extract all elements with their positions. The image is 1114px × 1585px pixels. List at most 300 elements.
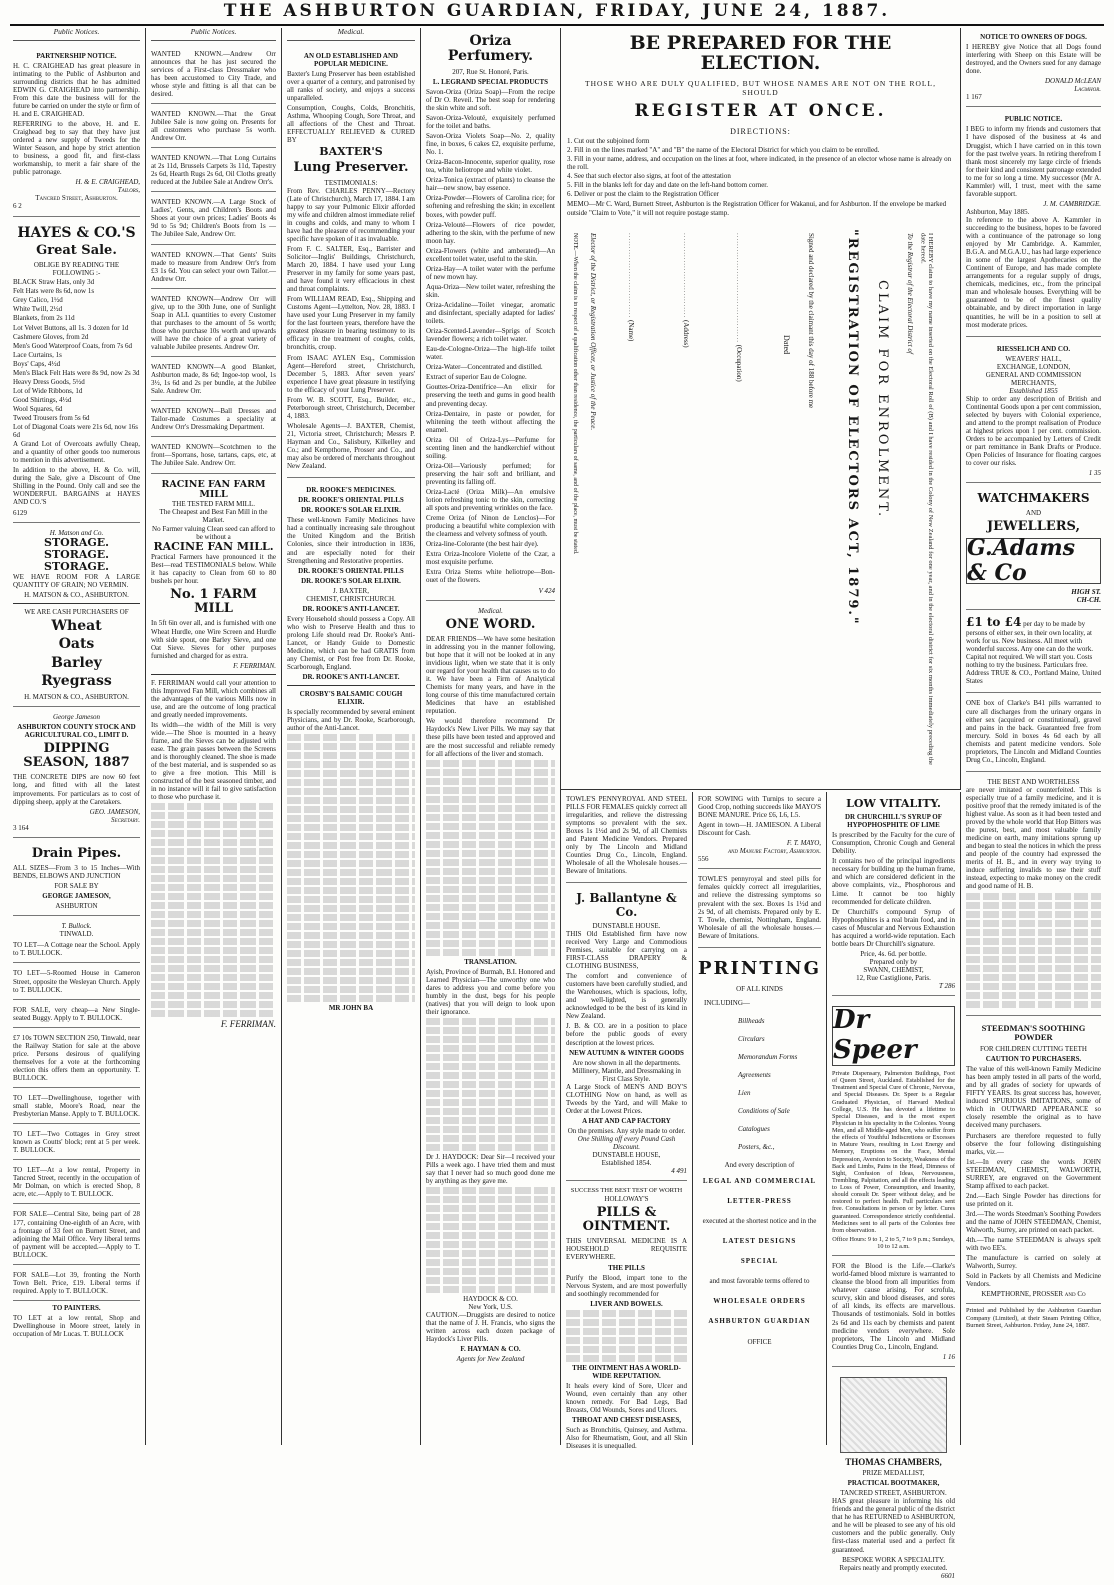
- ad-signature: H. MATSON & CO., ASHBURTON.: [24, 590, 129, 599]
- ad-title: PUBLIC NOTICE.: [1004, 115, 1063, 124]
- ad-title: STORAGE.: [44, 559, 109, 573]
- sale-item: BLACK Straw Hats, only 3d: [13, 278, 95, 287]
- oriza-product: Oriza-Tonica (extract of plants) to cleanse the hair—new snow, bay essence.: [426, 176, 555, 193]
- ad-subtitle: Great Sale.: [36, 242, 117, 258]
- ad-subtitle: ASHBURTON GUARDIAN: [708, 1317, 811, 1326]
- ad-caution: CAUTION.—Druggists are desired to notice that the name of J. H. Francis, who signs the written across each dozen package of Haydock's Liver Pills.: [426, 1311, 555, 1344]
- ad-body: ONE box of Clarke's B41 pills warranted to cure all discharges from the urinary organs in either sex (acquired or constitutional), gravel and pains in the back. Guaranteed free from mercury. Sold in boxes 4s 6d each by all chemists and patent medicine vendors. Sole proprietors, The Lincoln and Midland Counties Drug Co., Lincoln, England.: [966, 699, 1101, 764]
- orr-notice: WANTED KNOWN—A good Blanket, Ashburton made, 8s 6d; Ingoe-top wool, 1s 3½, 1s 6d and 2s per bundle, at the Jubilee Sale. Andrew Orr.: [151, 360, 276, 401]
- ad-body: A Large Stock of MEN'S AND BOY'S CLOTHING Now on hand, as well as Tweeds by the Yard, and will Make to Order at the Lowest Prices.: [566, 1082, 687, 1115]
- ad-body: Purify the Blood, impart tone to the Nervous System, and are most powerfully and soothingly recommended for: [566, 1273, 687, 1298]
- ad-subtitle: LIVER AND BOWELS.: [590, 1299, 663, 1308]
- masthead-day: FRIDAY,: [595, 1, 694, 21]
- ad-body: Its width—the width of the Mill is very wide.—The Shoe is mounted in a heavy frame, and the Sieves can be adjusted with ease. The grain passes between the Screens and is thoroughly cleaned. The shoe is made of the best material, and is suspended so as to give a free motion. This Mill is constructed of the best seasoned timber, and in no instance will it fail to give satisfaction to those who purchase it.: [151, 721, 276, 802]
- ad-body: are never imitated or counterfeited. This is especially true of a family medicine, and it is positive proof that the remedy imitated is of the highest value. As soon as it had been tested and proved by the whole world that Hop Bitters was the purest, best, and most valuable family medicine on earth, many imitations sprung up and began to steal the notices in which the press and people of the country had expressed the merits of H. B., and in every way trying to induce suffering invalids to use their stuff instead, expecting to make money on the credit and good name of H. B.: [966, 785, 1101, 891]
- ad-title: STEEDMAN'S SOOTHING POWDER: [981, 1022, 1086, 1043]
- ad-lead: SUCCESS THE BEST TEST OF WORTH: [570, 1187, 683, 1195]
- ad-address: New York, U.S.: [468, 1303, 513, 1312]
- ad-lead: HOLLOWAY'S: [604, 1194, 649, 1203]
- form-address-field[interactable]: ............................... (Address): [682, 232, 691, 348]
- ad-reference: V 424: [538, 586, 555, 595]
- ad-place: TINWALD.: [59, 930, 94, 939]
- ad-body: FOR the Blood is the Life.—Clarke's world-famed blood mixture is warranted to cleanse the blood from all impurities from whatever cause arising. For scrofula, scurvy, skin and blood diseases, and sores of all kinds, its effects are marvellous. Thousands of testimonials. Sold in bottles 2s 6d and 11s each by chemists and patent medicine vendors everywhere. Sole proprietors, The Lincoln and Midland Counties Drug Co., Lincoln, England.: [832, 1262, 955, 1351]
- ad-title: LOW VITALITY.: [846, 797, 941, 810]
- ad-subtitle: THE OINTMENT HAS A WORLD-WIDE REPUTATION.: [572, 1363, 681, 1380]
- ad-title: ASHBURTON COUNTY STOCK AND AGRICULTURAL CO., LIMIT D.: [17, 722, 136, 739]
- ad-lead: Established 1855: [1009, 386, 1058, 395]
- oriza-product: Oriza-Bacon-Innocente, superior quality, rose tea, white heliotrope and white violet.: [426, 158, 555, 175]
- ad-lead: The Cheapest and Best Fan Mill in the Market.: [159, 508, 268, 525]
- ad-subtitle: FOR CHILDREN CUTTING TEETH: [979, 1045, 1087, 1054]
- testimonial: From Rev. CHARLES PENNY—Rectory (Late of Christchurch), March 17, 1884. I am happy to say your Pulmonic Elixir afforded my wife and children almost immediate relief in coughs and colds, and many to whom I have had the pleasure of recommending your specific have spoken of it as invaluable.: [287, 186, 415, 243]
- ad-lead: OBLIGE BY READING THE FOLLOWING :-: [33, 261, 120, 278]
- ad-subtitle: DR CHURCHILL'S SYRUP OF HYPOPHOSPHITE OF LIME: [844, 813, 943, 830]
- ad-title: No. 1 FARM MILL: [170, 586, 257, 617]
- ad-title: STORAGE. STORAGE.: [44, 535, 109, 561]
- ad-signature: GEORGE JAMESON,: [42, 892, 111, 901]
- ad-body: TOWLE'S pennyroyal and steel pills for females quickly correct all irregularities, and relieve the distressing symptoms so prevalent with the sex. Boxes 1s 1½d and 2s 9d, of all chemists. Prepared only by E. T. Towle, chemist, Nottingham, England. Wholesale of all the wholesale houses.—Beware of Imitations.: [698, 875, 821, 940]
- illegible-text-block: [426, 760, 555, 956]
- drain-pipes-ad: [13, 841, 140, 917]
- ad-body: A Grand Lot of Overcoats awfully Cheap, and a quantity of other goods too numerous to mention in this advertisement.: [13, 440, 140, 465]
- enrolment-form: [567, 225, 954, 785]
- hop-bitters-ad: [966, 775, 1101, 1016]
- sale-item: Men's Black Felt Hats were 8s 9d, now 2s 3d: [13, 368, 140, 377]
- ad-lead: FOR SALE BY: [54, 882, 99, 891]
- clarke-pills-ad: [966, 696, 1101, 771]
- section-header: Public Notices.: [13, 28, 140, 41]
- orr-notice: WANTED KNOWN—Andrew Orr will give, up to the 30th June, one of Sunlight Soap in ALL quantities to every Customer that purchases to the amount of 5s worth; those who purchase 10s worth and upwards will have the choice of a great variety of valuable Jubilee presents. Andrew Orr.: [151, 292, 276, 357]
- ad-body: Baxter's Lung Preserver has been established over a quarter of a century, and patronised by all ranks of society, and enjoys a success unparalleled.: [287, 69, 415, 102]
- ad-address: Tancred Street, Ashburton.: [35, 194, 118, 203]
- ad-signature: MR JOHN BA: [328, 1004, 374, 1013]
- ad-body: DEAR FRIENDS—We have some hesitation in addressing you in the manner following, but hope that it will not be looked at in any invidious light, when we state that it is only our regard for your health that causes us to do it. We have been a Firm of Analytical Chemists for many years, and have in the long course of this time manufactured certain Medicines that have an established reputation.: [426, 634, 555, 716]
- oriza-product: Extra Oriza Stems white heliotrope—Bon-ouet of the flowers.: [426, 568, 555, 585]
- ad-subtitle: LEGAL AND COMMERCIAL: [702, 1177, 817, 1186]
- printing-item: Catalogues: [738, 1125, 770, 1134]
- sale-item: Cashmere Gloves, from 2d: [13, 332, 89, 341]
- oriza-product: Oriza Oil of Oriza-Lys—Perfume for scenting linen and the handkerchief without soiling.: [426, 435, 555, 460]
- ad-signature: Secretary.: [111, 815, 140, 824]
- ad-title: DR. ROOKE'S MEDICINES.: [306, 486, 396, 495]
- ad-body: Ayish, Province of Burmah, B.I. Honored and Learned Physician—The unworthy one who dares to address you and come before you humbly in the dust, begs for his people (natives) that you will deign to look upon their ignorance.: [426, 967, 555, 1016]
- ad-lead: Are now shown in all the departments.: [572, 1058, 681, 1067]
- form-note: NOTE.—When the claim is in respect of a qualification other than residence, the particulars of same, and of the place, must be stated.: [571, 232, 578, 554]
- ad-title: NOTICE TO OWNERS OF DOGS.: [980, 33, 1087, 41]
- section-header: Medical.: [287, 28, 415, 41]
- bullock-notice: TO LET—5-Roomed House in Cameron Street, opposite the Wesleyan Church. Apply to T. BULLOCK.: [13, 966, 140, 999]
- ad-body: HAS great pleasure in informing his old friends and the general public of the district that he has RETURNED to ASHBURTON, and he will be pleased to see any of his old customers and the public generally. Only first-class material used and a perfect fit guaranteed.: [832, 1497, 955, 1554]
- oriza-product: Oriza-Dentaire, in paste or powder, for whitening the teeth without affecting the enamel.: [426, 409, 555, 434]
- ad-body: We would therefore recommend Dr Haydock's New Liver Pills. We may say that these pills have been tested and approved and are the most successful and reliable remedy for all affections of the liver and stomach.: [426, 717, 555, 758]
- ad-body: In 5ft 6in over all, and is furnished with one Wheat Hurdle, one Wire Screen and Hurdle with side spout, one Barley Sieve, and one Oat Sieve. Sieves for other purposes furnished and charged for as extra.: [151, 619, 276, 660]
- dr-speer-ad: [832, 999, 955, 1256]
- ad-title: CROSBY'S BALSAMIC COUGH ELIXIR.: [299, 690, 403, 707]
- oriza-product: Oriza-Lacté (Oriza Milk)—An emulsive lotion refreshing tonic to the skin, correcting all spots and preventing wrinkles on the face.: [426, 487, 555, 513]
- column-7-lower: [827, 792, 961, 1580]
- steedman-mark: 1st.—In every case the words JOHN STEEDMAN, CHEMIST, WALWORTH, SURREY, are engraved on the Government Stamp affixed to each packet.: [966, 1157, 1101, 1190]
- ad-signature: F. HAYMAN & CO.: [460, 1345, 521, 1354]
- ad-body: In reference to the above A. Kammler in succeeding to the business, hopes to be favored with a continuance of the patronage so long enjoyed by Mr Cambridge. A. Kammler, B.G.A. and M.G.A.U., has had large experience in some of the largest Apothecaries on the Continent of Europe, and has made complete arrangements for a regular supply of drugs, chemicals, medicines, etc., from the principal man and wholesale houses. Everything will be guaranteed to be of the finest quality obtainable, and by direct importation in large quantities, he will be in a position to sell at most moderate prices.: [966, 215, 1101, 329]
- partnership-notice: [13, 47, 140, 217]
- sale-item: Boys' Caps, 4½d: [13, 359, 61, 368]
- dr-speer-logo: Dr Speer: [832, 1006, 955, 1066]
- illegible-text-block: [426, 1187, 555, 1293]
- ad-body: Sold in Packets by all Chemists and Medicine Vendors.: [966, 1272, 1101, 1289]
- ad-lead: And every description of: [724, 1161, 795, 1170]
- ad-body: Practical Farmers have pronounced it the Best—read TESTIMONIALS below. While it has capacity to Clean from 60 to 80 bushels per hour.: [151, 552, 276, 585]
- oriza-product: Oriza-Water—Concentrated and distilled.: [426, 363, 543, 372]
- steedman-mark: 3rd.—The words Steedman's Soothing Powders and the name of JOHN STEEDMAN, Chemist, Walworth, Surrey, are printed on each packet.: [966, 1209, 1101, 1235]
- ad-title: RACINE FAN FARM MILL: [161, 478, 266, 500]
- form-field-label: (Occupation): [735, 344, 744, 382]
- ad-body: ALL SIZES—From 3 to 15 Inches—With BENDS, ELBOWS AND JUNCTION: [13, 864, 140, 881]
- ad-subtitle: GENERAL AND COMMISSION MERCHANTS,: [985, 370, 1082, 387]
- bullock-notice: £7 10s TOWN SECTION 250, Tinwald, near the Railway Station for sale at the above price. Persons desirous of qualifying themselves for a vote at the forthcoming election this offers them an opportunity. T. BULLOCK.: [13, 1031, 140, 1088]
- ad-title: Drain Pipes.: [31, 845, 122, 861]
- orr-notice: WANTED KNOWN.—That the Great Jubilee Sale is now going on. Presents for all customers who purchase 5s worth. Andrew Orr.: [151, 107, 276, 148]
- sale-item: Heavy Dress Goods, 5½d: [13, 377, 85, 386]
- ad-title: PARTNERSHIP NOTICE.: [36, 51, 117, 60]
- ad-address: Agents for New Zealand: [456, 1355, 525, 1364]
- ad-body: Agent in town—H. JAMIESON. A Liberal Discount for Cash.: [698, 821, 821, 838]
- ad-title: WATCHMAKERS: [977, 491, 1090, 506]
- sale-item: Lot Velvet Buttons, all 1s. 3 dozen for 1d: [13, 323, 129, 332]
- ad-body: H. C. CRAIGHEAD has great pleasure in intimating to the Public of Ashburton and surrounding districts that he has admitted EDWIN G. CRAIGHEAD into partnership. From this date the business will for the future be carried on under the style or firm of H. and E. CRAIGHEAD.: [13, 61, 140, 118]
- ad-title: DR. ROOKE'S ANTI-LANCET.: [302, 673, 400, 682]
- form-to: To the Registrar of the Electoral District of: [906, 232, 914, 354]
- bullock-notice: TO LET—Two Cottages in Grey street known as Coutts' block; rent at 5 per week. T. BULLOCK.: [13, 1127, 140, 1160]
- grain-oats: Oats: [58, 636, 95, 653]
- towle-pills-ad: [566, 792, 687, 883]
- dogs-notice: [966, 28, 1101, 107]
- ad-subtitle: TESTIMONIALS:: [324, 178, 378, 187]
- masthead: [10, 2, 1104, 26]
- testimonial: From WILLIAM READ, Esq., Shipping and Customs Agent—Lyttelton, Nov. 28, 1883. I have used your Lung Preserver in my family for the last fourteen years, therefore have the greatest pleasure in bearing testimony to its efficacy in the treatment of coughs, colds, bronchitis, croup.: [287, 295, 415, 352]
- ad-signature: DONALD McLEAN: [1044, 77, 1101, 86]
- masthead-paper-name: THE ASHBURTON GUARDIAN,: [223, 1, 587, 21]
- ad-subtitle: SPECIAL: [740, 1257, 779, 1266]
- ad-title: DR. ROOKE'S ORIENTAL PILLS: [298, 566, 404, 575]
- ad-reference: 6601: [941, 1571, 955, 1580]
- ad-subtitle: THE PILLS: [608, 1263, 645, 1272]
- printing-item: Billheads: [738, 1016, 765, 1025]
- ad-lead: OFFICE: [747, 1337, 772, 1346]
- ad-body: THE CONCRETE DIPS are now 60 feet long, and fitted with all the latest improvements. For particulars as to cost of dipping sheep, apply at the Caretakers.: [13, 773, 140, 806]
- directions-list: [567, 137, 954, 198]
- form-subtitle: CLAIM FOR ENROLMENT.: [875, 279, 890, 519]
- racine-fan-mill-ad: [151, 477, 276, 1035]
- sale-item-list: [13, 278, 140, 439]
- ad-signature: F. T. MAYO,: [786, 839, 821, 848]
- ad-body: These well-known Family Medicines have had a continually increasing sale throughout the United Kingdom and the British Colonies, since their introduction in 1836, and are especially noted for their Strengthening and Restorative properties.: [287, 516, 415, 565]
- ad-address: ASHBURTON: [55, 902, 98, 911]
- ad-lead: Established 1854.: [601, 1159, 652, 1168]
- oriza-product: Savon-Oriza-Velouté, exquisitely perfumed for the toilet and baths.: [426, 114, 555, 131]
- sale-item: Felt Hats were 8s 6d, now 1s: [13, 287, 95, 296]
- bullock-notice: TO LET—A Cottage near the School. Apply to T. BULLOCK.: [13, 938, 140, 963]
- printing-ad: [698, 951, 821, 1351]
- ad-signature: F. FERRIMAN.: [220, 1019, 276, 1030]
- column-5-lower: [561, 792, 693, 1451]
- ad-body: TO LET at a low rental, Shop and Dwellinghouse in Moore street, lately in occupation of Mr Lucas. T. BULLOCK: [13, 1313, 140, 1339]
- ad-body: The value of this well-known Family Medicine has been amply tested in all parts of the world, and by all grades of society for upwards of FIFTY YEARS. Its great success has, however, induced SPURIOUS IMITATIONS, some of which in OUTWARD APPEARANCE so closely resemble the original as to have deceived many purchasers.: [966, 1065, 1101, 1130]
- ad-body: I BEG to inform my friends and customers that I have disposed of the business at 4s and Druggist, which I have carried on in this town for the past twelve years. In retiring therefrom I thank most sincerely my large circle of friends for their kind and consistent patronage extended to me for so long a time. My successor (Mr A. Kammler) will, I trust, meet with the same favorable support.: [966, 125, 1101, 198]
- ad-body: I HEREBY give Notice that all Dogs found interfering with Sheep on this Estate will be destroyed, and the Owners sued for any damage done.: [966, 43, 1101, 76]
- rooke-medicines-ad: [287, 481, 415, 1019]
- ad-reference: 6 2: [13, 202, 22, 211]
- ad-price: Price, 4s. 6d. per bottle.: [860, 949, 927, 958]
- form-dated: Dated: [782, 334, 792, 354]
- ad-reference: 1 35: [1088, 469, 1101, 478]
- churchill-syrup-ad: [832, 792, 955, 996]
- orr-notice: WANTED KNOWN.—That Gents' Suits made to measure from Andrew Orr's from £3 1s 6d. You can select your own Tailor.—Andrew Orr.: [151, 248, 276, 289]
- direction-step: 5. Fill in the blanks left for day and date on the left-hand bottom corner.: [567, 181, 769, 190]
- chambers-bootmaker-ad: [832, 1370, 955, 1585]
- oriza-product: Oriza-Acidaline—Toilet vinegar, aromatic and disinfectant, specially adapted for ladies' toilets.: [426, 301, 555, 326]
- ad-lead: INCLUDING—: [704, 998, 750, 1007]
- ad-body: REFERRING to the above, H. and E. Craighead beg to say that they have just ordered a new supply of Tweeds for the Winter Season, and hope by strict attention to business, a good fit, and first-class workmanship, to merit a fair share of the public patronage.: [13, 120, 140, 177]
- ad-header: George Jameson: [53, 712, 100, 721]
- ad-price: £1 to £4: [966, 614, 1022, 629]
- printing-item: Memorandum Forms: [738, 1052, 798, 1061]
- ad-title: DR. ROOKE'S SOLAR ELIXIR.: [301, 576, 401, 585]
- orr-notice: WANTED KNOWN.—That Long Curtains at 2s 11d, Brussels Carpets 3s 11d, Tapestry 2s 6d, Hearth Rugs 2s 6d, Oil Cloths greatly reduced at the Jubilee Sale at Andrew Orr's.: [151, 151, 276, 192]
- oriza-product: Oriza-Scented-Lavender—Sprigs of Scotch lavender flowers; a rich toilet water.: [426, 327, 555, 344]
- bullock-item-list: [13, 938, 140, 1301]
- ad-body: Such as Bronchitis, Quinsey, and Asthma. Also for Rheumatism, Gout, and all Skin Diseases it is unequalled.: [566, 1426, 687, 1451]
- ad-title: PILLS & OINTMENT.: [582, 1204, 671, 1235]
- printer-imprint: Printed and Published by the Ashburton Guardian Company (Limited), at their Steam Printing Office, Burnett Street, Ashburton. Friday, June 24, 1887.: [966, 1307, 1101, 1329]
- ad-signature: J. BAXTER,: [333, 586, 369, 595]
- ad-title: HAYES & CO.'S: [17, 224, 136, 241]
- ad-reference: T 286: [938, 982, 955, 991]
- ad-title: PRINTING: [698, 957, 822, 979]
- steedman-mark: 4th.—The name STEEDMAN is always spelt with two EE's.: [966, 1236, 1101, 1253]
- section-header: Public Notices.: [151, 28, 276, 41]
- ad-body: Purchasers are therefore requested to fully observe the four following distinguishing marks, viz.—: [966, 1131, 1101, 1156]
- direction-step: 6. Deliver or post the claim to the Registration Officer: [567, 190, 719, 199]
- orr-notice: WANTED KNOWN—Scotchmen to the front—Sporrans, hose, tartans, caps, etc, at The Jubilee Sale. Andrew Orr.: [151, 440, 276, 473]
- ad-signature: KEMPTHORNE, PROSSER and Co: [981, 1290, 1086, 1299]
- ad-subtitle: PRACTICAL BOOTMAKER,: [847, 1479, 940, 1488]
- ad-reference: 556: [698, 855, 709, 864]
- direction-step: 2. Fill in on the lines marked "A" and "B" the name of the Electoral District for which you claim to be enrolled.: [567, 146, 880, 155]
- ad-subtitle: A HAT AND CAP FACTORY: [582, 1116, 671, 1125]
- bullock-notice: FOR SALE—Lot 39, fronting the North Town Belt. Price, £19. Liberal terms if required. Apply to T. BULLOCK.: [13, 1268, 140, 1301]
- mayo-manure-ad: [698, 792, 821, 869]
- orr-wanted-known-list: [151, 47, 276, 474]
- ad-lead: Prepared only by: [869, 957, 918, 966]
- ad-subtitle: THROAT AND CHEST DISEASES,: [572, 1416, 681, 1425]
- ad-body: J. B. & CO. are in a position to place before the public goods of every description at the lowest prices.: [566, 1022, 687, 1047]
- orr-notice: WANTED KNOWN.—A Large Stock of Ladies', Gents, and Children's Boots and Shoes at your own prices; Ladies' Boots 4s 9d to 5s 9d; Children's Boots from 1s — The Jubilee Sale, Andrew Orr.: [151, 195, 276, 244]
- ad-title: TO PAINTERS.: [52, 1303, 101, 1312]
- masthead-date: JUNE 24, 1887.: [702, 1, 891, 21]
- illegible-text-block: [426, 1018, 555, 1151]
- form-witness: Elector of the District, or Registration Officer, or Justice of the Peace.: [589, 232, 598, 430]
- ad-signature: F. FERRIMAN.: [233, 661, 276, 670]
- ad-body: TOWLE'S PENNYROYAL AND STEEL PILLS FOR FEMALES quickly correct all irregularities, and relieve the distressing symptoms so prevalent with the sex. Boxes 1s 1½d and 2s 9d, of all Chemists and Patent Medicine Vendors. Prepared only by The Lincoln and Midland Counties Drug Co., Lincoln, England. Wholesale of all the Wholesale houses.—Beware of Imitations.: [566, 795, 687, 876]
- ad-title: J. Ballantyne & Co.: [576, 891, 677, 919]
- orr-notice: WANTED KNOWN—Ball Dresses and Tailor-made Costumes a speciality at Andrew Orr's Dressmaking Department.: [151, 404, 276, 437]
- ad-header: H. Matson and Co.: [49, 528, 104, 537]
- ad-signature: GEO. JAMESON,: [89, 807, 140, 816]
- sale-item: White Twill, 2½d: [13, 305, 63, 314]
- ad-subtitle: OF ALL KINDS: [736, 984, 783, 993]
- column-1: [8, 28, 146, 1445]
- election-notice: [561, 28, 961, 790]
- ad-lead: WE ARE CASH PURCHASERS OF: [24, 608, 129, 617]
- ad-body: THIS UNIVERSAL MEDICINE IS A HOUSEHOLD REQUISITE EVERYWHERE.: [566, 1237, 687, 1262]
- election-memo: MEMO—Mr C. Ward, Burnett Street, Ashburton is the Registration Officer for Wakanui, and for Ashburton. If the envelope be marked outside "Claim to Vote," it will not require postage stamp.: [567, 200, 947, 217]
- ad-subtitle: LETTER-PRESS: [727, 1197, 792, 1206]
- ad-address: CHEMIST, CHRISTCHURCH.: [306, 594, 396, 603]
- printing-item: Posters, &c.,: [738, 1143, 775, 1152]
- ad-body: F. FERRIMAN would call your attention to this Improved Fan Mill, which combines all the advantages of the various Mills now in use, and are the outcome of long practical and greatly needed improvements.: [151, 678, 276, 719]
- ad-date: Ashburton, May 1885.: [966, 207, 1030, 216]
- sale-item: Lot of Diagonal Coats were 21s 6d, now 16s 6d: [13, 423, 139, 440]
- ad-body: Ship to order any description of British and Continental Goods upon a per cent commission, selected by buyers with Colonial experience, and attend to the prompt realisation of Produce at highest prices upon 1 per cent. commission. Orders to be accompanied by Letters of Credit or part remittance in Bank Drafts or Produce. Open Policies of Insurance for floating cargoes to cover our risks.: [966, 394, 1101, 468]
- holloway-ad: [566, 1184, 687, 1457]
- ad-subtitle: PRIZE MEDALLIST,: [862, 1469, 925, 1478]
- ad-subtitle: WHOLESALE ORDERS: [713, 1297, 806, 1306]
- oriza-product: Oriza-line-Colorante (the best hair dye).: [426, 540, 539, 549]
- ad-body: Private Dispensary, Palmerston Buildings, Foot of Queen Street, Auckland. Established for the Treatment and Special Cure of Chronic, Nervous, and Special Diseases. Dr. Speer is a Regular Graduated Physician, of Harvard Medical College, U.S. He has devoted a lifetime to Special Diseases, and is the most expert Physician in his speciality in the Colonies. Young Men, and all Middle-aged Men, who suffer from the effects of Youthful Indiscretions or Excesses in Mature Years, resulting in Lost Energy and Memory, Eruptions on the Face, Mental Depression, Aversion to Society, Weakness of the Back and Limbs, Pains in the Head, Dimness of Sight, Confusion of Ideas, Nervousness, Trembling, Palpitation, and all the effects leading to Loss of Power, Consumption, and Insanity, should consult Dr. Speer without delay, and be restored to perfect health. Full particulars sent free. Consultations in person or by letter. Cures guaranteed. Correspondence strictly confidential. Medicines sent to all parts of the Colonies free from observation.: [832, 1070, 955, 1234]
- ad-subtitle: TRANSLATION.: [464, 957, 517, 966]
- ad-subtitle: EXCHANGE, LONDON,: [996, 362, 1071, 371]
- oriza-product: Gouttes-Oriza-Dentifrice—An elixir for preserving the teeth and gums in good health and preventing decay.: [426, 383, 555, 408]
- direction-step: 4. See that such elector also signs, at foot of the attestation: [567, 172, 731, 181]
- printing-item: Circulars: [738, 1034, 765, 1043]
- ad-body: Dr J. HAYDOCK: Dear Sir—I received your Pills a week ago. I have tried them and must say that I never had so much good done me by anything as they gave me.: [426, 1152, 555, 1186]
- grain-barley: Barley: [51, 654, 102, 671]
- testimonial: From ISAAC AYLEN Esq., Commission Agent—Hereford street, Christchurch, December 5, 1883. After seven years' experience I have great pleasure in testifying to the efficacy of your Lung Preserver.: [287, 353, 415, 394]
- ad-lead: AN OLD ESTABLISHED AND POPULAR MEDICINE.: [303, 51, 399, 68]
- boot-shop-engraving: [840, 1377, 947, 1453]
- oriza-product: Oriza-Velouté—Flowers of rice powder, adhering to the skin, with the perfume of new moon hay.: [426, 220, 555, 245]
- ad-address: TANCRED STREET, ASHBURTON.: [840, 1489, 947, 1498]
- sale-item: Tweed Trousers from 5s 6d: [13, 414, 90, 422]
- ad-subtitle: THE TESTED FARM MILL.: [172, 500, 255, 509]
- ad-body: Every Household should possess a Copy. All who wish to Preserve Health and thus to prolong Life should read Dr. Rooke's Anti-Lancet, or Handy Guide to Domestic Medicine, which can be had GRATIS from any Chemist, or Post free from Dr. Rooke, Scarborough, England.: [287, 614, 415, 672]
- ad-body: Is specially recommended by several eminent Physicians, and by Dr. Rooke, Scarborough, author of the Anti-Lancet.: [287, 708, 415, 733]
- bullock-notice: TO LET—At a low rental, Property in Tancred Street, recently in the occupation of Mr Dolman, on which is erected Shop, 8 acre, etc.—Apply to T. BULLOCK.: [13, 1163, 140, 1204]
- direction-step: 3. Fill in your name, address, and occupation on the lines at foot, where indicated, in the presence of an elector whose name is already on the roll.: [567, 155, 952, 172]
- form-field-label: (Address): [682, 319, 691, 348]
- orr-notice: WANTED KNOWN.—Andrew Orr announces that he has just secured the services of a First-class Dressmaker who has been accustomed to City Trade, and whose style and fitting is all that can be desired.: [151, 47, 276, 104]
- adams-jewellers-ad: [966, 486, 1101, 610]
- ad-title: DIPPING SEASON, 1887: [23, 740, 130, 771]
- printing-item: Conditions of Sale: [738, 1106, 790, 1115]
- ad-reference: 4 491: [671, 1167, 687, 1176]
- ad-reference: 6129: [13, 508, 27, 517]
- oriza-product: Creme Oriza (of Ninon de Lenclos)—For producing a beautiful white complexion with the clearness and velvety softness of youth.: [426, 514, 555, 539]
- ad-title: RIESSELICH AND CO.: [996, 344, 1071, 353]
- form-field-label: (Name): [627, 319, 636, 341]
- printing-item: Agreements: [738, 1070, 771, 1079]
- ad-title: ONE WORD.: [445, 616, 536, 632]
- public-notice: [966, 110, 1101, 336]
- oriza-product: Oriza-Flowers (white and amberated)—An excellent toilet water, useful to the skin.: [426, 246, 555, 263]
- ad-signature: H. & E. CRAIGHEAD,: [75, 178, 140, 187]
- ad-address: DUNSTABLE HOUSE.: [592, 921, 661, 930]
- ad-body: Consumption, Coughs, Colds, Bronchitis, Asthma, Whooping Cough, Sore Throat, and all affections of the Chest and Throat. EFFECTUALLY RELIEVED & CURED BY: [287, 103, 415, 145]
- ad-lead: BESPOKE WORK A SPECIALITY.: [842, 1555, 945, 1564]
- illegible-text-block: [566, 1310, 687, 1362]
- oriza-product: Savon-Oriza (Oriza Soap)—From the recipe of Dr O. Reveil. The best soap for rendering the skin white and soft.: [426, 87, 555, 112]
- section-header: Medical.: [478, 606, 503, 615]
- election-title: BE PREPARED FOR THE ELECTION.: [629, 32, 892, 74]
- ad-subtitle: WEAVERS' HALL,: [1005, 354, 1062, 363]
- ad-body: Wholesale Agents—J. BAXTER, Chemist, 21, Victoria street, Christchurch; Messrs P. Hayman and Co., Salisbury, Kilkelley and Co.; and Kempthorne, Prosser and Co., and may also be ordered of merchants throughout New Zealand.: [287, 421, 415, 471]
- oriza-product: Aqua-Oriza—New toilet water, refreshing the skin.: [426, 282, 555, 299]
- testimonial: From W. B. SCOTT, Esq., Builder, etc., Peterborough street, Christchurch, December 4, 1883.: [287, 395, 415, 420]
- ad-address: 207, Rue St. Honoré, Paris.: [452, 67, 529, 76]
- sale-item: Men's Good Waterproof Coats, from 7s 6d: [13, 341, 132, 350]
- testimonial: From F. C. SALTER, Esq., Barrister and Solicitor—Inglis' Buildings, Christchurch, March 20, 1884. I have used your Lung Preserver in my family for some years past, and have found it very efficacious in chest and throat complaints.: [287, 244, 415, 294]
- ad-reference: 1 167: [966, 93, 982, 102]
- sale-item: Blankets, from 2s 11d: [13, 314, 75, 323]
- ad-title: DR. ROOKE'S ORIENTAL PILLS: [298, 496, 404, 505]
- column-8: [961, 28, 1106, 1445]
- form-title: "REGISTRATION OF ELECTORS ACT, 1879.": [845, 228, 860, 626]
- ad-lead: Millinery, Mantle, and Dressmaking in First Class Style.: [572, 1066, 681, 1083]
- ad-body: In addition to the above, H. & Co. will, during the Sale, give a Discount of One Shilling in the Pound. Only call and see the WONDERFUL BARGAINS at HAYES AND CO.'S: [13, 466, 140, 507]
- election-register: REGISTER AT ONCE.: [634, 101, 887, 122]
- form-claim-body: I HEREBY claim to have my name inserted on the Electoral Roll of (B) and I have resided in the Colony of New Zealand for one year, and in the electoral district for six months immediately preceding the date hereof.: [919, 232, 934, 765]
- ad-title: DR. ROOKE'S SOLAR ELIXIR.: [301, 506, 401, 515]
- sale-item: Lot of Wide Ribbons, 1d: [13, 386, 83, 395]
- ad-signature: SWANN, CHEMIST,: [863, 965, 924, 974]
- ad-address: CH-CH.: [1076, 595, 1101, 604]
- form-occupation-field[interactable]: ........................................ (Occupation): [735, 232, 744, 382]
- ballantyne-ad: [566, 886, 687, 1181]
- printing-item: Lien: [738, 1088, 751, 1097]
- ad-lead: No Farmer valuing Clean seed can afford to be without a: [152, 524, 275, 541]
- haydock-one-word-ad: [426, 604, 555, 1369]
- ad-title: Oriza Perfumery.: [447, 33, 534, 65]
- oriza-product: Extra Oriza-Incolore Violette of the Czar, a most exquisite perfume.: [426, 550, 555, 567]
- bullock-notice: TO LET—Dwellinghouse, together with small stable, Moore's Road, near the Presbyterian Manse. Apply to T. BULLOCK.: [13, 1091, 140, 1124]
- illegible-text-block: [287, 734, 415, 1002]
- ad-lead: One Shilling off every Pound Cash Discount.: [577, 1135, 676, 1152]
- ad-title: RACINE FAN MILL.: [153, 539, 274, 553]
- oriza-product: Eau-de-Cologne-Oriza—The high-life toilet water.: [426, 345, 555, 362]
- ad-signature: Tailors,: [117, 186, 140, 195]
- bullock-notice: FOR SALE, very cheap—a New Single-seated Buggy. Apply to T. BULLOCK.: [13, 1003, 140, 1028]
- matson-storage-ad: [13, 526, 140, 707]
- ad-reference: 1 16: [942, 1352, 955, 1361]
- steedman-marks-list: [966, 1158, 1101, 1253]
- ad-subtitle: NEW AUTUMN & WINTER GOODS: [569, 1048, 684, 1057]
- ad-subtitle: L. LEGRAND SPECIAL PRODUCTS: [432, 77, 549, 86]
- sale-item: Good Shirtings, 4½d: [13, 395, 72, 404]
- column-2: [146, 28, 282, 1445]
- form-name-field[interactable]: ............................... (Name): [627, 232, 636, 341]
- bullock-ads: [13, 919, 140, 1345]
- ad-address: Address TRUE & CO., Portland Maine, United States: [966, 669, 1101, 686]
- ad-reference: 3 164: [13, 823, 29, 832]
- ad-body: Is prescribed by the Faculty for the cure of Consumption, Chronic Cough and General Debility.: [832, 831, 955, 856]
- oriza-product: Oriza-Hay—A toilet water with the perfume of new mown hay.: [426, 264, 555, 281]
- sale-item: Grey Calico, 1½d: [13, 296, 63, 305]
- baxter-lung-preserver-ad: [287, 47, 415, 479]
- sale-item: Wool Squares, 6d: [13, 404, 63, 413]
- ad-lead: On the premises. Any style made to order.: [567, 1126, 686, 1135]
- riesselich-ad: [966, 340, 1101, 484]
- oriza-product: Savon-Oriza Violets Soap—No. 2, quality fine, in boxes, 6 cakes £2, exquisite perfume, No. 1.: [426, 132, 555, 157]
